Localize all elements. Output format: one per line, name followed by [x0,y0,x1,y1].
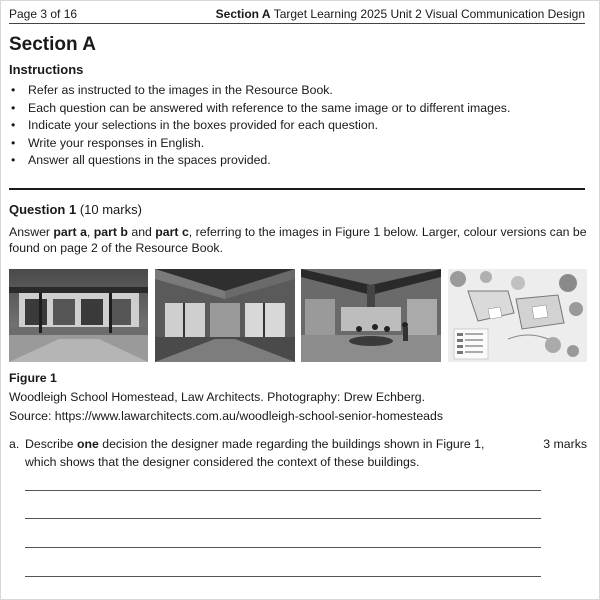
instr-comma: , [86,225,94,239]
page-number: Page 3 of 16 [9,7,78,21]
instruction-item: • Refer as instructed to the images in the Resource Book. [9,82,510,100]
question-number: Question 1 [9,202,77,217]
figure-photo-interior-roof [155,269,295,362]
part-a-label: a. [9,437,20,451]
answer-line[interactable] [25,490,541,491]
instruction-item: • Write your responses in English. [9,135,510,153]
figure-photo-exterior [9,269,148,362]
figure-credit: Woodleigh School Homestead, Law Architects. Photography: Drew Echberg. [9,390,426,404]
instructions-list [9,82,510,170]
part-a-emphasis: one [76,437,99,451]
instr-prefix: Answer [9,225,54,239]
course-title [216,7,585,21]
answer-line[interactable] [25,518,541,519]
instr-and: and [127,225,156,239]
figure-label: Figure 1 [9,371,57,385]
instr-part-c: part c [155,225,189,239]
part-a-marks: 3 marks [543,437,587,451]
instruction-item: • Answer all questions in the spaces provided. [9,152,510,170]
part-a-text-after: decision the designer made regarding the buildings shown in Figure 1, which shows that the designer considered the context of these buildings. [25,437,485,469]
page-header [9,7,585,23]
instruction-item: • Each question can be answered with reference to the same image or to different images. [9,100,510,118]
instr-part-a: part a [53,225,87,239]
instructions-heading: Instructions [9,62,84,77]
instr-suffix: , referring to the images in Figure 1 below. Larger, colour versions can be found on page 2 of the Resource Book. [9,225,587,255]
answer-line[interactable] [25,576,541,577]
header-divider [9,23,585,24]
figure-photo-classroom [301,269,441,362]
instr-part-b: part b [93,225,128,239]
part-a-text-before: Describe [25,437,77,451]
section-title: Section A [9,34,96,55]
instruction-item: • Indicate your selections in the boxes provided for each question. [9,117,510,135]
figure-source: Source: https://www.lawarchitects.com.au/woodleigh-school-senior-homesteads [9,409,444,423]
question-instructions [9,224,589,256]
answer-line[interactable] [25,547,541,548]
header-section: Section A [215,7,271,21]
question-marks: (10 marks) [79,202,142,217]
question-title [9,202,142,217]
part-a-text [25,435,515,471]
figure-site-plan [448,269,587,362]
header-course: Target Learning 2025 Unit 2 Visual Communication Design [273,7,585,21]
section-divider [9,188,585,190]
